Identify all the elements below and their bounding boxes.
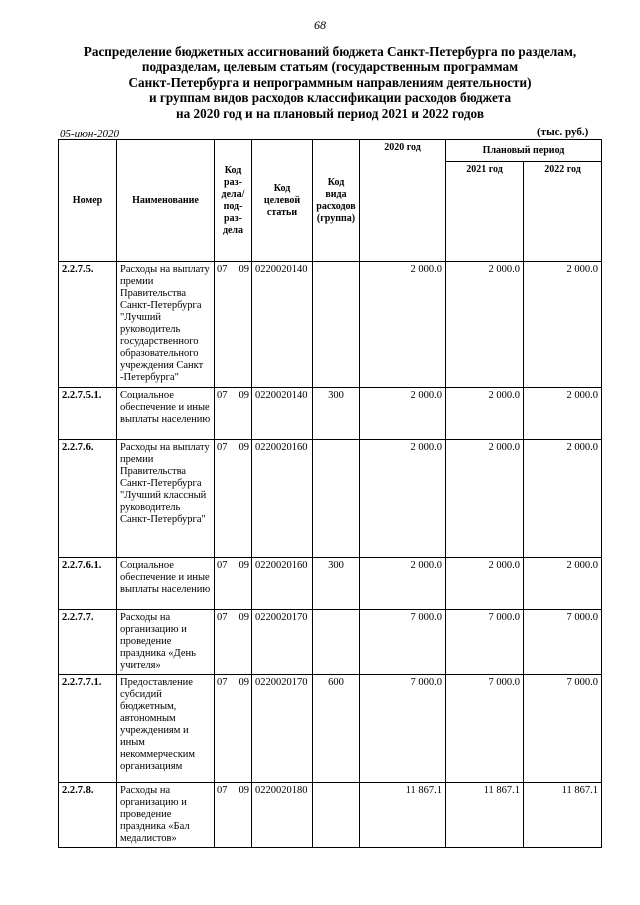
row-2021: 2 000.0 <box>446 388 524 440</box>
subsection-code: 09 <box>238 785 249 796</box>
title-line: подразделам, целевым статьям (государственным программам <box>141 59 519 75</box>
row-number: 2.2.7.7.1. <box>59 675 117 783</box>
table-row <box>59 262 602 388</box>
row-number: 2.2.7.5. <box>59 262 117 388</box>
header-number: Номер <box>59 140 117 262</box>
row-expense-type: 300 <box>313 558 360 610</box>
row-number: 2.2.7.8. <box>59 783 117 848</box>
row-name: Расходы на выплату премии Правительства Санкт-Петербурга "Лучший руководитель государственного образовательного учреждения Санкт -Петербурга" <box>117 262 215 388</box>
subsection-code: 09 <box>238 264 249 275</box>
section-code: 07 <box>217 677 228 688</box>
page-number: 68 <box>314 18 326 32</box>
table-row <box>59 440 602 558</box>
units-label: (тыс. руб.) <box>537 126 589 138</box>
header-2020: 2020 год <box>360 140 446 262</box>
row-section-code <box>215 610 252 675</box>
row-target-code: 0220020170 <box>252 675 313 783</box>
row-2020: 2 000.0 <box>360 558 446 610</box>
subsection-code: 09 <box>238 677 249 688</box>
row-2022: 2 000.0 <box>524 440 602 558</box>
subsection-code: 09 <box>238 612 249 623</box>
section-code: 07 <box>217 612 228 623</box>
row-number: 2.2.7.5.1. <box>59 388 117 440</box>
row-2021: 7 000.0 <box>446 610 524 675</box>
budget-table <box>58 139 602 848</box>
row-expense-type <box>313 440 360 558</box>
subsection-code: 09 <box>238 560 249 571</box>
row-name: Социальное обеспечение и иные выплаты населению <box>117 388 215 440</box>
subsection-code: 09 <box>238 390 249 401</box>
header-section: Код раз-дела/ под-раз-дела <box>215 140 252 262</box>
row-2020: 7 000.0 <box>360 610 446 675</box>
title-line: Санкт-Петербурга и непрограммным направлениям деятельности) <box>128 74 532 90</box>
row-2020: 2 000.0 <box>360 262 446 388</box>
row-target-code: 0220020160 <box>252 440 313 558</box>
row-2022: 7 000.0 <box>524 675 602 783</box>
header-target: Код целевой статьи <box>252 140 313 262</box>
header-2022: 2022 год <box>524 162 602 262</box>
row-2021: 11 867.1 <box>446 783 524 848</box>
document-title <box>40 44 620 121</box>
row-target-code: 0220020140 <box>252 262 313 388</box>
section-code: 07 <box>217 785 228 796</box>
header-name: Наименование <box>117 140 215 262</box>
section-code: 07 <box>217 390 228 401</box>
header-2021: 2021 год <box>446 162 524 262</box>
row-2022: 11 867.1 <box>524 783 602 848</box>
row-target-code: 0220020170 <box>252 610 313 675</box>
row-expense-type <box>313 262 360 388</box>
document-date: 05-июн-2020 <box>60 128 120 140</box>
row-name: Социальное обеспечение и иные выплаты населению <box>117 558 215 610</box>
row-name: Расходы на организацию и проведение праздника «День учителя» <box>117 610 215 675</box>
title-line: и группам видов расходов классификации расходов бюджета <box>148 90 512 106</box>
row-section-code <box>215 558 252 610</box>
header-planned: Плановый период <box>446 140 602 162</box>
row-2022: 7 000.0 <box>524 610 602 675</box>
section-code: 07 <box>217 560 228 571</box>
row-number: 2.2.7.6.1. <box>59 558 117 610</box>
row-number: 2.2.7.7. <box>59 610 117 675</box>
row-2022: 2 000.0 <box>524 558 602 610</box>
subsection-code: 09 <box>238 442 249 453</box>
row-expense-type: 300 <box>313 388 360 440</box>
table-row <box>59 558 602 610</box>
row-2021: 2 000.0 <box>446 262 524 388</box>
title-line: на 2020 год и на плановый период 2021 и 2022 годов <box>176 105 484 121</box>
row-section-code <box>215 262 252 388</box>
row-section-code <box>215 388 252 440</box>
row-2022: 2 000.0 <box>524 388 602 440</box>
row-2020: 2 000.0 <box>360 388 446 440</box>
table-row <box>59 610 602 675</box>
row-name: Предоставление субсидий бюджетным, автономным учреждениям и иным некоммерческим организациям <box>117 675 215 783</box>
row-2020: 11 867.1 <box>360 783 446 848</box>
row-section-code <box>215 440 252 558</box>
header-expense-type: Код вида расходов (группа) <box>313 140 360 262</box>
row-target-code: 0220020180 <box>252 783 313 848</box>
row-2021: 2 000.0 <box>446 558 524 610</box>
table-body <box>59 262 602 848</box>
section-code: 07 <box>217 264 228 275</box>
section-code: 07 <box>217 442 228 453</box>
row-expense-type <box>313 783 360 848</box>
row-2020: 2 000.0 <box>360 440 446 558</box>
row-2021: 7 000.0 <box>446 675 524 783</box>
row-target-code: 0220020140 <box>252 388 313 440</box>
table-row <box>59 783 602 848</box>
row-name: Расходы на организацию и проведение праздника «Бал медалистов» <box>117 783 215 848</box>
row-2020: 7 000.0 <box>360 675 446 783</box>
row-expense-type <box>313 610 360 675</box>
row-expense-type: 600 <box>313 675 360 783</box>
title-line: Распределение бюджетных ассигнований бюджета Санкт-Петербурга по разделам, <box>83 44 577 59</box>
row-section-code <box>215 783 252 848</box>
row-section-code <box>215 675 252 783</box>
row-2021: 2 000.0 <box>446 440 524 558</box>
table-row <box>59 675 602 783</box>
row-name: Расходы на выплату премии Правительства Санкт-Петербурга "Лучший классный руководитель Санкт-Петербурга" <box>117 440 215 558</box>
row-2022: 2 000.0 <box>524 262 602 388</box>
row-number: 2.2.7.6. <box>59 440 117 558</box>
table-row <box>59 388 602 440</box>
row-target-code: 0220020160 <box>252 558 313 610</box>
